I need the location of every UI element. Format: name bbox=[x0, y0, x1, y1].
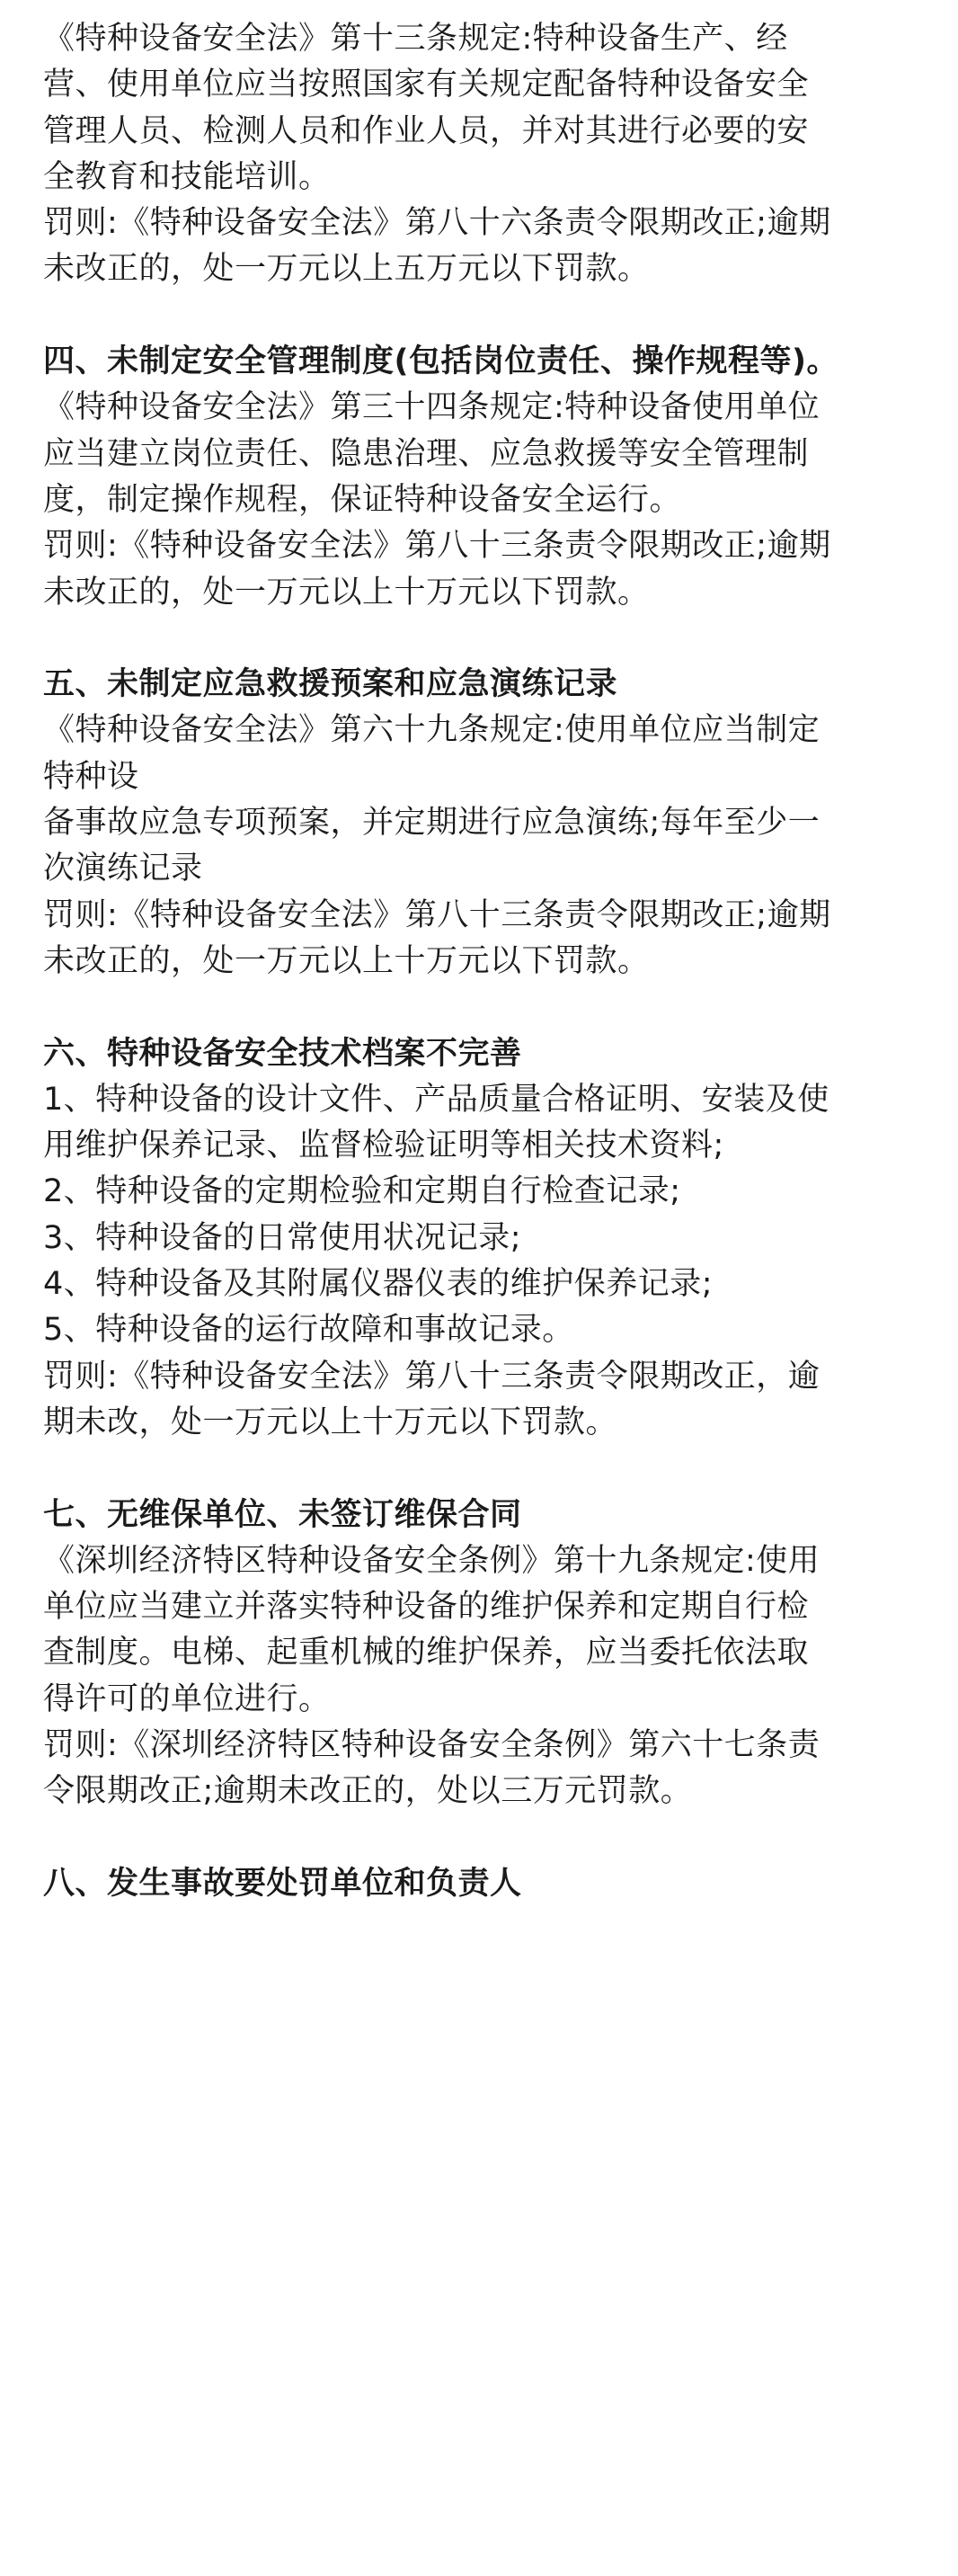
text-line: 《深圳经济特区特种设备安全条例》第十九条规定:使用 bbox=[43, 1542, 821, 1579]
text-line: 4、特种设备及其附属仪器仪表的维护保养记录; bbox=[43, 1266, 714, 1303]
paragraph-gap bbox=[43, 1446, 917, 1492]
text-line: 《特种设备安全法》第六十九条规定:使用单位应当制定 bbox=[43, 712, 821, 749]
text-line: 1、特种设备的设计文件、产品质量合格证明、安装及使 bbox=[43, 1081, 829, 1118]
section-heading bbox=[43, 1031, 917, 1077]
text-line: 得许可的单位进行。 bbox=[43, 1680, 331, 1717]
heading-line: 七、无维保单位、未签订维保合同 bbox=[43, 1496, 522, 1533]
paragraph bbox=[43, 708, 917, 985]
paragraph bbox=[43, 1538, 917, 1815]
text-line: 特种设 bbox=[43, 758, 139, 795]
paragraph-gap bbox=[43, 293, 917, 339]
text-line: 度，制定操作规程，保证特种设备安全运行。 bbox=[43, 481, 682, 518]
text-line: 5、特种设备的运行故障和事故记录。 bbox=[43, 1312, 574, 1349]
text-line: 应当建立岗位责任、隐患治理、应急救援等安全管理制 bbox=[43, 435, 810, 472]
section-heading bbox=[43, 339, 917, 385]
text-line: 3、特种设备的日常使用状况记录; bbox=[43, 1219, 522, 1256]
text-line: 管理人员、检测人员和作业人员，并对其进行必要的安 bbox=[43, 112, 810, 149]
heading-line: 四、未制定安全管理制度(包括岗位责任、操作规程等)。 bbox=[43, 343, 838, 380]
section-heading bbox=[43, 662, 917, 708]
text-line: 未改正的，处一万元以上十万元以下罚款。 bbox=[43, 942, 650, 979]
paragraph bbox=[43, 1077, 917, 1446]
text-line: 2、特种设备的定期检验和定期自行检查记录; bbox=[43, 1173, 681, 1210]
text-line: 查制度。电梯、起重机械的维护保养，应当委托依法取 bbox=[43, 1635, 810, 1671]
text-line: 单位应当建立并落实特种设备的维护保养和定期自行检 bbox=[43, 1589, 810, 1626]
paragraph bbox=[43, 385, 917, 615]
text-line: 未改正的，处一万元以上五万元以下罚款。 bbox=[43, 251, 650, 288]
section-heading bbox=[43, 1493, 917, 1538]
section-heading bbox=[43, 1861, 917, 1907]
text-line: 备事故应急专项预案，并定期进行应急演练;每年至少一 bbox=[43, 805, 821, 842]
text-line: 期未改，处一万元以上十万元以下罚款。 bbox=[43, 1404, 618, 1440]
paragraph-gap bbox=[43, 985, 917, 1030]
paragraph-gap bbox=[43, 1815, 917, 1861]
text-line: 《特种设备安全法》第三十四条规定:特种设备使用单位 bbox=[43, 389, 821, 426]
paragraph bbox=[43, 16, 917, 293]
text-line: 罚则:《特种设备安全法》第八十六条责令限期改正;逾期 bbox=[43, 205, 831, 242]
heading-line: 八、发生事故要处罚单位和负责人 bbox=[43, 1865, 522, 1902]
text-line: 未改正的，处一万元以上十万元以下罚款。 bbox=[43, 574, 650, 611]
text-line: 罚则:《特种设备安全法》第八十三条责令限期改正;逾期 bbox=[43, 528, 831, 565]
article-body bbox=[43, 16, 917, 1907]
heading-line: 五、未制定应急救援预案和应急演练记录 bbox=[43, 666, 618, 703]
text-line: 全教育和技能培训。 bbox=[43, 158, 331, 195]
text-line: 罚则:《深圳经济特区特种设备安全条例》第六十七条责 bbox=[43, 1726, 821, 1763]
text-line: 《特种设备安全法》第十三条规定:特种设备生产、经 bbox=[43, 21, 788, 57]
paragraph-gap bbox=[43, 616, 917, 662]
text-line: 罚则:《特种设备安全法》第八十三条责令限期改正;逾期 bbox=[43, 896, 831, 933]
text-line: 营、使用单位应当按照国家有关规定配备特种设备安全 bbox=[43, 67, 810, 103]
text-line: 用维护保养记录、监督检验证明等相关技术资料; bbox=[43, 1128, 724, 1164]
text-line: 次演练记录 bbox=[43, 851, 203, 887]
heading-line: 六、特种设备安全技术档案不完善 bbox=[43, 1035, 522, 1072]
text-line: 罚则:《特种设备安全法》第八十三条责令限期改正，逾 bbox=[43, 1358, 821, 1395]
text-line: 令限期改正;逾期未改正的，处以三万元罚款。 bbox=[43, 1773, 693, 1810]
